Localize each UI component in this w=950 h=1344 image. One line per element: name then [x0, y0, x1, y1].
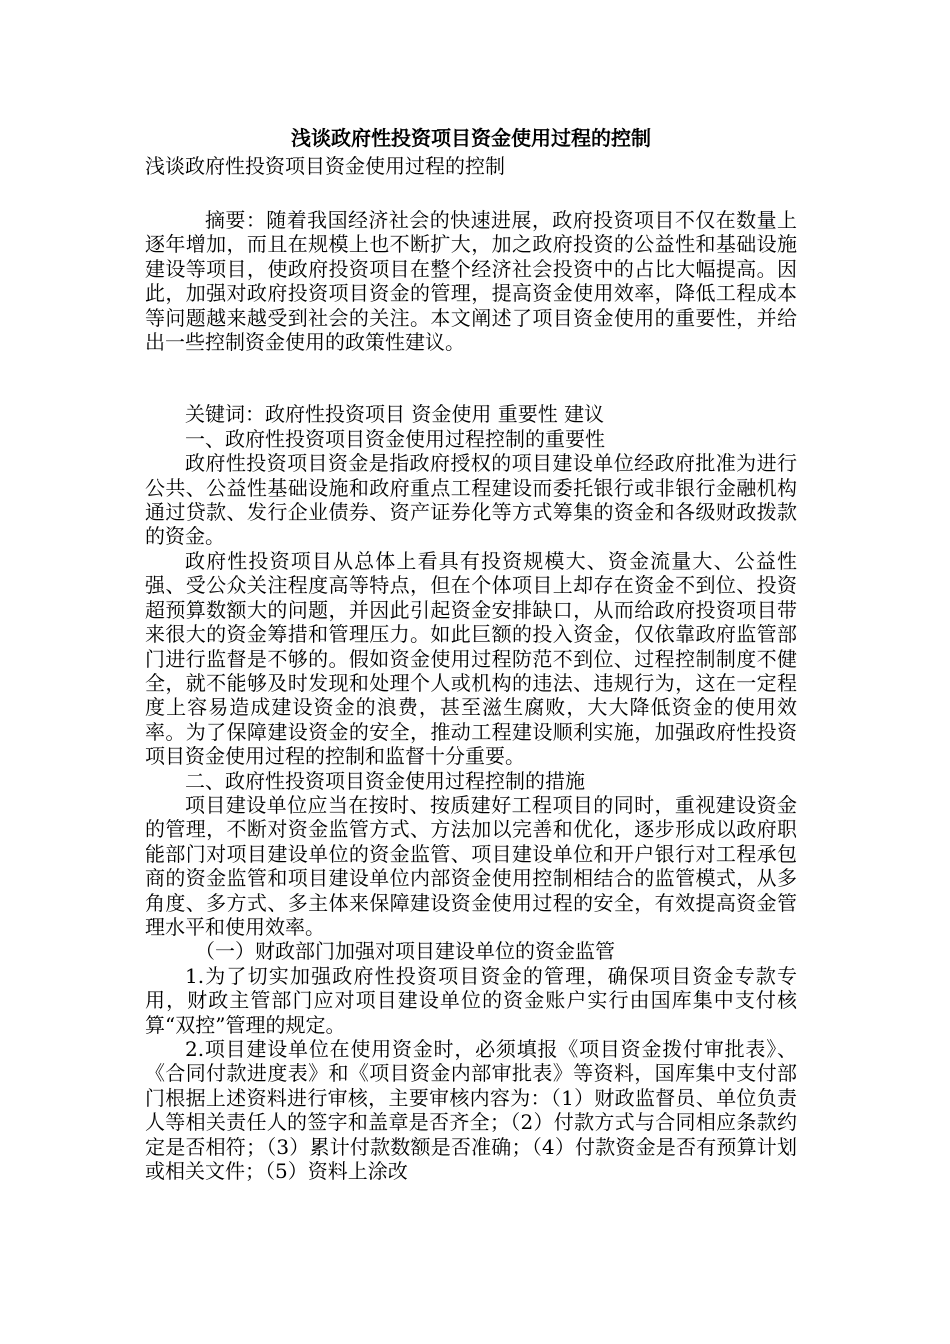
document-subtitle: 浅谈政府性投资项目资金使用过程的控制: [145, 154, 505, 178]
subsection-heading-1: （一）财政部门加强对项目建设单位的资金监管: [195, 939, 615, 964]
abstract-paragraph: 摘要：随着我国经济社会的快速进展，政府投资项目不仅在数量上逐年增加，而且在规模上也不断扩大，加之政府投资的公益性和基础设施建设等项目，使政府投资项目在整个经济社会投资中的占比大幅提高。因此，加强对政府投资项目资金的管理，提高资金使用效率，降低工程成本等问题越来越受到社会的关注。本文阐述了项目资金使用的重要性，并给出一些控制资金使用的政策性建议。: [145, 208, 797, 355]
section-heading-2: 二、政府性投资项目资金使用过程控制的措施: [185, 768, 585, 793]
document-page: [145, 124, 797, 1183]
numbered-item-2: 2.项目建设单位在使用资金时，必须填报《项目资金拨付审批表》、《合同付款进度表》和《项目资金内部审批表》等资料，国库集中支付部门根据上述资料进行审核，主要审核内容为：（1）财政监督员、单位负责人等相关责任人的签字和盖章是否齐全；（2）付款方式与合同相应条款约定是否相符；（3）累计付款数额是否准确；（4）付款资金是否有预算计划或相关文件；（5）资料上涂改: [145, 1037, 797, 1184]
blank-line: [145, 180, 797, 208]
body-paragraph: 项目建设单位应当在按时、按质建好工程项目的同时，重视建设资金的管理，不断对资金监管方式、方法加以完善和优化，逐步形成以政府职能部门对项目建设单位的资金监管、项目建设单位和开户银行对工程承包商的资金监管和项目建设单位内部资金使用控制相结合的监管模式，从多角度、多方式、多主体来保障建设资金使用过程的安全，有效提高资金管理水平和使用效率。: [145, 792, 797, 939]
section-heading-1: 一、政府性投资项目资金使用过程控制的重要性: [185, 426, 605, 451]
document-title: 浅谈政府性投资项目资金使用过程的控制: [291, 126, 651, 150]
body-paragraph: 政府性投资项目资金是指政府授权的项目建设单位经政府批准为进行公共、公益性基础设施和政府重点工程建设而委托银行或非银行金融机构通过贷款、发行企业债券、资产证券化等方式筹集的资金和各级财政拨款的资金。: [145, 451, 797, 549]
keywords-line: 关键词：政府性投资项目 资金使用 重要性 建议: [185, 402, 605, 427]
body-paragraph: 政府性投资项目从总体上看具有投资规模大、资金流量大、公益性强、受公众关注程度高等特点，但在个体项目上却存在资金不到位、投资超预算数额大的问题，并因此引起资金安排缺口，从而给政府投资项目带来很大的资金筹措和管理压力。如此巨额的投入资金，仅依靠政府监管部门进行监督是不够的。假如资金使用过程防范不到位、过程控制制度不健全，就不能够及时发现和处理个人或机构的违法、违规行为，这在一定程度上容易造成建设资金的浪费，甚至滋生腐败，大大降低资金的使用效率。为了保障建设资金的安全，推动工程建设顺利实施，加强政府性投资项目资金使用过程的控制和监督十分重要。: [145, 548, 797, 769]
numbered-item-1: 1.为了切实加强政府性投资项目资金的管理，确保项目资金专款专用，财政主管部门应对项目建设单位的资金账户实行由国库集中支付核算“双控”管理的规定。: [145, 963, 797, 1037]
blank-line: [145, 354, 797, 402]
